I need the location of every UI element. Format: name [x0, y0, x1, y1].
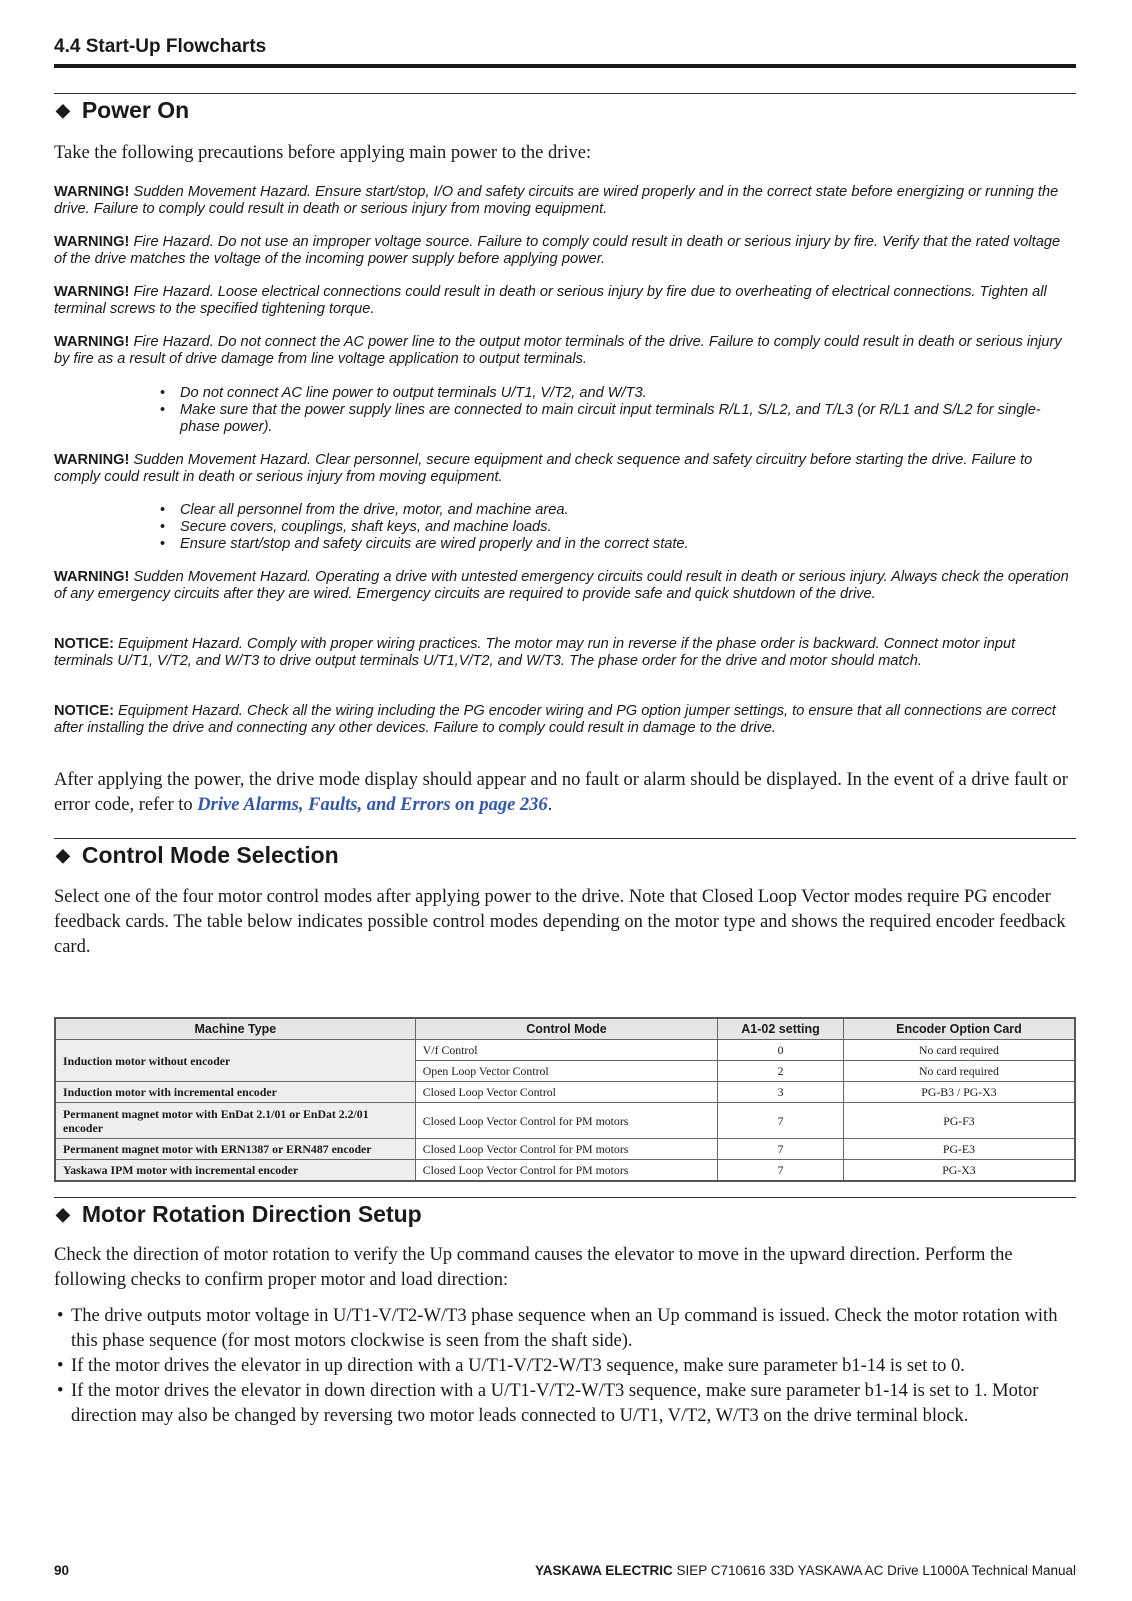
- warning-keyword: WARNING!: [54, 569, 130, 585]
- list-item: • Ensure start/stop and safety circuits are wired properly and in the correct state.: [160, 536, 689, 552]
- warning-text: Sudden Movement Hazard. Operating a drive with untested emergency circuits could result in death or serious injury. Always check the operation of any emergency circuits after they are wired. Emergency circuits are required to provide safe and quick shutdown of the drive.: [54, 569, 1069, 602]
- control-mode-cell: V/f Control: [415, 1040, 717, 1061]
- table-header-row: [55, 1018, 1075, 1040]
- list-item: • Clear all personnel from the drive, motor, and machine area.: [160, 502, 569, 518]
- column-header: Encoder Option Card: [843, 1018, 1075, 1040]
- warning-2: [54, 234, 1076, 268]
- encoder-card-cell: No card required: [843, 1040, 1075, 1061]
- column-header: Control Mode: [415, 1018, 717, 1040]
- encoder-card-cell: PG-F3: [843, 1103, 1075, 1139]
- footer-doc-info: [535, 1563, 1076, 1578]
- page-number: 90: [54, 1563, 70, 1578]
- warning-keyword: WARNING!: [54, 184, 130, 200]
- setting-cell: 3: [718, 1082, 844, 1103]
- notice-text: Equipment Hazard. Check all the wiring including the PG encoder wiring and PG option jumper settings, to ensure that all connections are correct after installing the drive and connecting any other devices. Failure to comply could result in damage to the drive.: [54, 703, 1056, 736]
- notice-keyword: NOTICE:: [54, 703, 114, 719]
- section-title-control-mode: [56, 842, 339, 869]
- setting-cell: 0: [718, 1040, 844, 1061]
- notice-keyword: NOTICE:: [54, 636, 114, 652]
- control-mode-cell: Closed Loop Vector Control: [415, 1082, 717, 1103]
- warning-keyword: WARNING!: [54, 452, 130, 468]
- warning-5: [54, 452, 1076, 486]
- warning-3: [54, 284, 1076, 318]
- warning-text: Sudden Movement Hazard. Clear personnel, secure equipment and check sequence and safety circuitry before starting the drive. Failure to comply could result in death or serious injury from moving equipment.: [54, 452, 1033, 485]
- machine-type-cell: Yaskawa IPM motor with incremental encoder: [55, 1160, 415, 1182]
- warning-text: Sudden Movement Hazard. Ensure start/stop, I/O and safety circuits are wired properly and in the correct state before energizing or running the drive. Failure to comply could result in death or serious injury from moving equipment.: [54, 184, 1059, 217]
- warning-keyword: WARNING!: [54, 234, 130, 250]
- drive-alarms-link[interactable]: Drive Alarms, Faults, and Errors on page 236: [197, 795, 548, 815]
- machine-type-cell: Permanent magnet motor with EnDat 2.1/01 or EnDat 2.2/01 encoder: [55, 1103, 415, 1139]
- setting-cell: 7: [718, 1139, 844, 1160]
- warning-1: [54, 184, 1076, 218]
- list-item: • If the motor drives the elevator in up direction with a U/T1-V/T2-W/T3 sequence, make sure parameter b1-14 is set to 0.: [57, 1356, 965, 1376]
- warning-bullet-list-a: [158, 385, 1058, 436]
- encoder-card-cell: PG-E3: [843, 1139, 1075, 1160]
- table-row: [55, 1160, 1075, 1182]
- section-title-text: Power On: [81, 97, 190, 123]
- section-title-rotation: [56, 1201, 422, 1228]
- encoder-card-cell: PG-B3 / PG-X3: [843, 1082, 1075, 1103]
- encoder-card-cell: PG-X3: [843, 1160, 1075, 1182]
- warning-text: Fire Hazard. Do not connect the AC power line to the output motor terminals of the drive. Failure to comply could result in death or serious injury by fire as a result of drive damage from line voltage application to output terminals.: [54, 334, 1062, 367]
- warning-bullet-list-b: [158, 502, 1058, 553]
- footer-brand: YASKAWA ELECTRIC: [534, 1563, 673, 1578]
- notice-1: [54, 636, 1076, 670]
- warning-4: [54, 334, 1076, 368]
- notice-text: Equipment Hazard. Comply with proper wiring practices. The motor may run in reverse if the phase order is backward. Connect motor input terminals U/T1, V/T2, and W/T3 to drive output terminals U/T1,V/T2, and W/T3. The phase order for the drive and motor should match.: [54, 636, 1016, 669]
- notice-2: [54, 703, 1076, 737]
- warning-keyword: WARNING!: [54, 284, 130, 300]
- column-header: A1-02 setting: [718, 1018, 844, 1040]
- control-mode-cell: Closed Loop Vector Control for PM motors: [415, 1139, 717, 1160]
- list-item: • Make sure that the power supply lines are connected to main circuit input terminals R/L1, S/L2, and T/L3 (or R/L1 and S/L2 for single-phase power).: [160, 402, 1041, 435]
- list-item: • The drive outputs motor voltage in U/T1-V/T2-W/T3 phase sequence when an Up command is issued. Check the motor rotation with this phase sequence (for most motors clockwise is seen from the shaft side).: [57, 1306, 1058, 1351]
- control-mode-cell: Closed Loop Vector Control for PM motors: [415, 1160, 717, 1182]
- section-title-text: Motor Rotation Direction Setup: [81, 1201, 422, 1227]
- footer-doc-title: SIEP C710616 33D YASKAWA AC Drive L1000A Technical Manual: [672, 1563, 1076, 1578]
- section-rule: [54, 838, 1076, 839]
- rotation-intro: Check the direction of motor rotation to verify the Up command causes the elevator to move in the upward direction. Perform the following checks to confirm proper motor and load direction:: [54, 1245, 1013, 1290]
- diamond-bullet-icon: ◆: [56, 1204, 70, 1224]
- list-item: • If the motor drives the elevator in down direction with a U/T1-V/T2-W/T3 sequence, make sure parameter b1-14 is set to 1. Motor direction may also be changed by reversing two motor leads connected to U/T1, V/T2, W/T3 on the drive terminal block.: [57, 1381, 1039, 1426]
- machine-type-cell: Induction motor with incremental encoder: [55, 1082, 415, 1103]
- power-on-after-text: After applying the power, the drive mode display should appear and no fault or alarm should be displayed. In the event of a drive fault or error code, refer to Drive Alarms, Faults, and Errors on page 236.: [54, 770, 1068, 815]
- rotation-bullet-list: [54, 1304, 1076, 1429]
- warning-keyword: WARNING!: [54, 334, 130, 350]
- control-mode-intro: Select one of the four motor control modes after applying power to the drive. Note that Closed Loop Vector modes require PG encoder feedback cards. The table below indicates possible control modes depending on the motor type and shows the required encoder feedback card.: [54, 887, 1066, 957]
- header-rule: [54, 64, 1076, 68]
- list-item: • Secure covers, couplings, shaft keys, and machine loads.: [160, 519, 552, 535]
- machine-type-cell: Permanent magnet motor with ERN1387 or ERN487 encoder: [55, 1139, 415, 1160]
- list-item: • Do not connect AC line power to output terminals U/T1, V/T2, and W/T3.: [160, 385, 647, 401]
- section-rule: [54, 1197, 1076, 1198]
- table-row: [55, 1139, 1075, 1160]
- setting-cell: 7: [718, 1103, 844, 1139]
- diamond-bullet-icon: ◆: [56, 100, 70, 120]
- section-title-text: Control Mode Selection: [81, 842, 339, 868]
- setting-cell: 2: [718, 1061, 844, 1082]
- setting-cell: 7: [718, 1160, 844, 1182]
- chapter-header: 4.4 Start-Up Flowcharts: [54, 36, 267, 57]
- section-title-power-on: [56, 97, 189, 124]
- table-row: [55, 1082, 1075, 1103]
- warning-text: Fire Hazard. Do not use an improper voltage source. Failure to comply could result in death or serious injury by fire. Verify that the rated voltage of the drive matches the voltage of the incoming power supply before applying power.: [54, 234, 1061, 267]
- machine-type-cell: Induction motor without encoder: [55, 1040, 415, 1082]
- control-mode-cell: Closed Loop Vector Control for PM motors: [415, 1103, 717, 1139]
- section-rule: [54, 93, 1076, 94]
- control-mode-table: [54, 1017, 1076, 1182]
- column-header: Machine Type: [55, 1018, 415, 1040]
- diamond-bullet-icon: ◆: [56, 845, 70, 865]
- warning-text: Fire Hazard. Loose electrical connections could result in death or serious injury by fire due to overheating of electrical connections. Tighten all terminal screws to the specified tightening torque.: [54, 284, 1047, 317]
- table-row: [55, 1103, 1075, 1139]
- warning-6: [54, 569, 1076, 603]
- encoder-card-cell: No card required: [843, 1061, 1075, 1082]
- control-mode-cell: Open Loop Vector Control: [415, 1061, 717, 1082]
- table-row: [55, 1040, 1075, 1061]
- power-on-intro: Take the following precautions before applying main power to the drive:: [54, 143, 592, 163]
